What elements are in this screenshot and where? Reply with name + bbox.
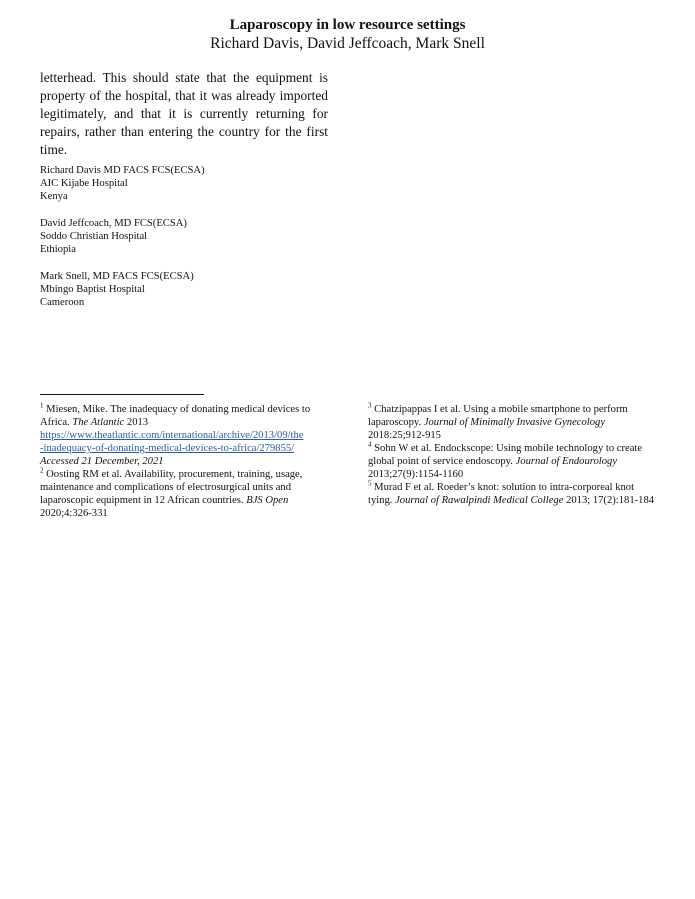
footnote-citation: 2013;27(9):1154-1160 [368,469,464,480]
affiliation-country: Kenya [40,191,68,202]
footnote-5 [368,481,660,507]
page-header [0,16,695,53]
affiliation-name: Mark Snell, MD FACS FCS(ECSA) [40,271,194,282]
body-paragraph-block [40,69,328,159]
page-authors: Richard Davis, David Jeffcoach, Mark Snell [210,35,485,52]
footnote-accessed: Accessed 21 December, 2021 [40,456,164,467]
footnote-1 [40,403,332,468]
footnote-4 [368,442,660,481]
footnote-number: 1 [40,401,44,410]
footnote-year: 2013 [126,417,149,428]
affiliation-institution: Soddo Christian Hospital [40,231,148,242]
affiliation-jeffcoach [40,217,340,256]
footnote-2 [40,468,332,520]
footnote-separator [40,394,204,395]
footnote-text: Miesen, Mike. The inadequacy of donating medical devices to Africa. [40,404,311,428]
affiliation-snell [40,270,340,309]
footnote-journal: The Atlantic [72,417,125,428]
affiliation-davis [40,164,340,203]
footnote-journal: Journal of Rawalpindi Medical College [395,495,564,506]
footnote-text: Murad F et al. Roeder’s knot: solution to intra-corporeal knot tying. [368,482,635,506]
footnotes-right-column [368,403,660,507]
affiliation-country: Cameroon [40,297,85,308]
footnote-citation: 2013; 17(2):181-184 [566,495,655,506]
body-paragraph: letterhead. This should state that the equipment is property of the hospital, that it was already imported legitimately, and that it is currently returning for repairs, rather than entering the country for the first time. [40,70,328,157]
footnote-number: 2 [40,466,44,475]
footnotes-left-column [40,403,332,520]
page-title: Laparoscopy in low resource settings [229,17,466,33]
affiliation-name: Richard Davis MD FACS FCS(ECSA) [40,165,205,176]
footnote-text: Sohn W et al. Endockscope: Using mobile technology to create global point of service endoscopy. [368,443,643,467]
footnote-journal: Journal of Endourology [515,456,618,467]
affiliation-institution: AIC Kijabe Hospital [40,178,128,189]
footnote-citation: 2018:25;912-915 [368,430,441,441]
affiliation-institution: Mbingo Baptist Hospital [40,284,145,295]
footnote-text: Chatzipappas I et al. Using a mobile smartphone to perform laparoscopy. [368,404,628,428]
footnote-number: 3 [368,401,372,410]
footnote-number: 4 [368,440,372,449]
footnote-number: 5 [368,479,372,488]
footnote-text: Oosting RM et al. Availability, procurement, training, usage, maintenance and complications of electrosurgical units and laparoscopic equipment in 12 African countries. [40,469,303,506]
footnote-journal: BJS Open [246,495,289,506]
affiliation-name: David Jeffcoach, MD FCS(ECSA) [40,218,187,229]
author-affiliations [40,164,340,323]
footnote-journal: Journal of Minimally Invasive Gynecology [423,417,606,428]
footnote-link[interactable]: https://www.theatlantic.com/international/archive/2013/09/the -inadequacy-of-donating-medical-devices-to-africa/279855/ [40,430,304,454]
footnote-3 [368,403,660,442]
affiliation-country: Ethiopia [40,244,76,255]
footnote-citation: 2020;4:326-331 [40,508,108,519]
